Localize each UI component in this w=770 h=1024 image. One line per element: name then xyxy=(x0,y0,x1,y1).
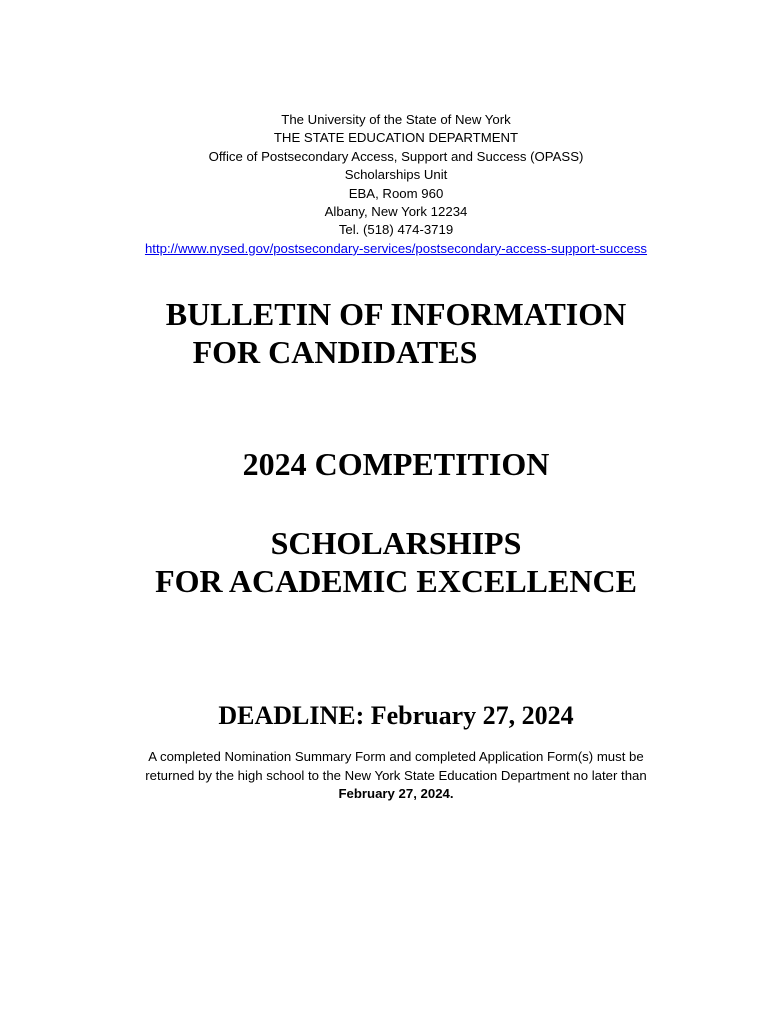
office-name: Office of Postsecondary Access, Support and Success (OPASS) xyxy=(208,148,584,164)
note-line-2: returned by the high school to the New York State Education Department no later than xyxy=(145,767,647,783)
deadline-note xyxy=(0,748,770,804)
competition-title xyxy=(0,445,770,483)
program-title-line-2: FOR ACADEMIC EXCELLENCE xyxy=(155,563,637,599)
agency-header xyxy=(0,111,770,258)
note-deadline-date: February 27, 2024. xyxy=(338,786,454,802)
note-line-1: A completed Nomination Summary Form and completed Application Form(s) must be xyxy=(148,749,644,764)
website-link[interactable]: http://www.nysed.gov/postsecondary-services/postsecondary-access-support-success xyxy=(144,240,648,256)
department-name: THE STATE EDUCATION DEPARTMENT xyxy=(273,130,519,146)
program-title xyxy=(0,524,770,600)
bulletin-title-line-1: BULLETIN OF INFORMATION xyxy=(165,296,627,332)
university-name: The University of the State of New York xyxy=(281,112,511,127)
deadline-heading: DEADLINE: February 27, 2024 xyxy=(218,701,574,730)
bulletin-title-line-2: FOR CANDIDATES xyxy=(192,334,478,370)
competition-year: 2024 COMPETITION xyxy=(242,446,550,482)
unit-name: Scholarships Unit xyxy=(344,167,448,183)
telephone: Tel. (518) 474-3719 xyxy=(338,222,454,238)
room-address: EBA, Room 960 xyxy=(348,185,444,201)
city-address: Albany, New York 12234 xyxy=(324,204,468,220)
bulletin-title xyxy=(0,295,770,371)
program-title-line-1: SCHOLARSHIPS xyxy=(270,525,522,561)
